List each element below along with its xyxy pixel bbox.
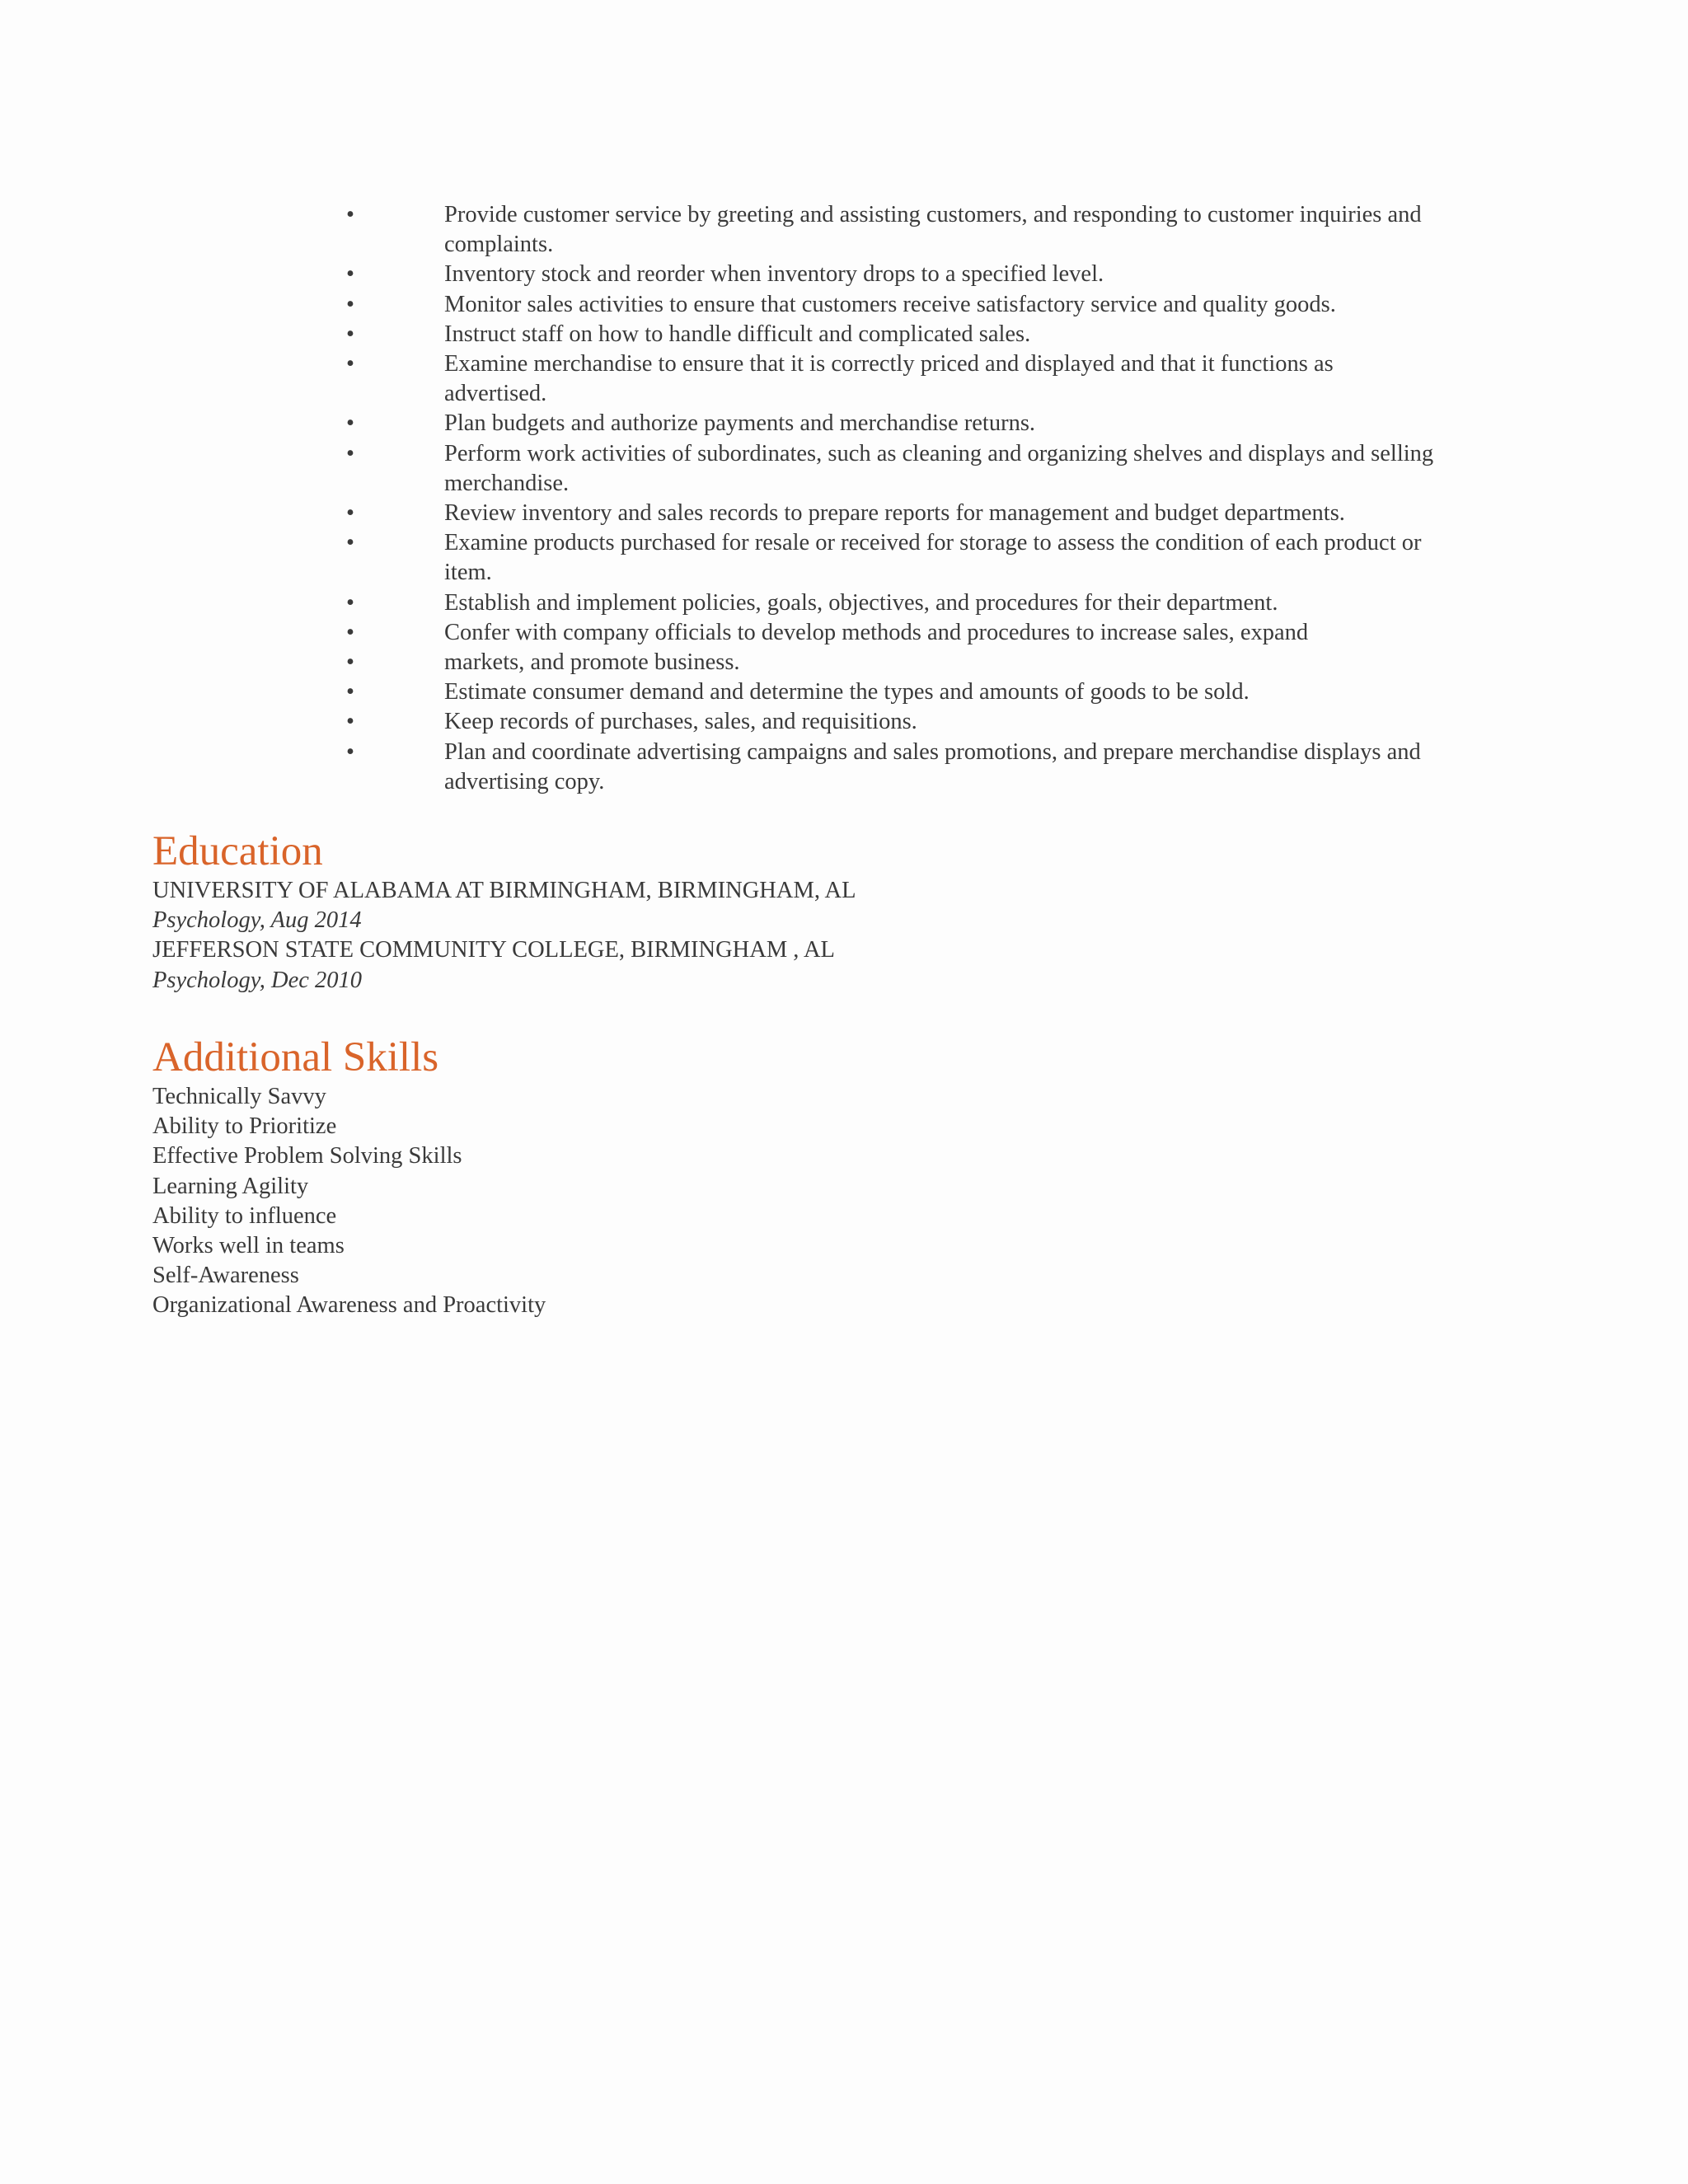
duty-text: Examine merchandise to ensure that it is correctly priced and displayed and that it functions as advertised. (444, 351, 1334, 407)
duty-item (330, 588, 1434, 618)
skills-section (152, 1033, 1306, 1321)
skill-item: Organizational Awareness and Proactivity (152, 1292, 546, 1319)
bullet-icon: • (346, 202, 354, 227)
bullet-icon: • (346, 440, 354, 466)
duty-text: Monitor sales activities to ensure that customers receive satisfactory service and quality goods. (444, 291, 1336, 317)
bullet-icon: • (346, 351, 354, 377)
bullet-icon: • (346, 738, 354, 765)
duty-item (330, 439, 1434, 499)
duty-item (330, 677, 1434, 707)
bullet-icon: • (346, 500, 354, 527)
school-name: JEFFERSON STATE COMMUNITY COLLEGE, BIRMINGHAM , AL (152, 937, 835, 963)
school-name: UNIVERSITY OF ALABAMA AT BIRMINGHAM, BIRMINGHAM, AL (152, 878, 856, 903)
duty-item (330, 200, 1434, 260)
education-section (152, 827, 1306, 996)
duty-text: Inventory stock and reorder when inventory drops to a specified level. (444, 261, 1104, 288)
duty-item (330, 738, 1434, 797)
skill-item: Ability to influence (152, 1202, 337, 1229)
duty-text: Examine products purchased for resale or received for storage to assess the condition of each product or item. (444, 530, 1422, 586)
duty-text: markets, and promote business. (444, 649, 740, 676)
bullet-icon: • (346, 321, 354, 347)
duty-item (330, 528, 1434, 588)
degree-detail: Psychology, Aug 2014 (152, 907, 362, 934)
skill-item: Self-Awareness (152, 1263, 299, 1289)
duty-text: Perform work activities of subordinates, such as cleaning and organizing shelves and displays and selling merchandise. (444, 440, 1434, 496)
skill-item: Works well in teams (152, 1233, 345, 1259)
bullet-icon: • (346, 530, 354, 556)
bullet-icon: • (346, 589, 354, 616)
duty-text: Plan budgets and authorize payments and merchandise returns. (444, 410, 1036, 437)
duty-text: Plan and coordinate advertising campaigns and sales promotions, and prepare merchandise displays and advertising copy. (444, 738, 1421, 794)
duty-text: Estimate consumer demand and determine the types and amounts of goods to be sold. (444, 679, 1250, 705)
duty-item (330, 707, 1434, 737)
duty-item (330, 260, 1434, 289)
skills-heading: Additional Skills (152, 1034, 439, 1080)
duty-text: Review inventory and sales records to prepare reports for management and budget departments. (444, 500, 1345, 527)
bullet-icon: • (346, 679, 354, 705)
duty-text: Provide customer service by greeting and assisting customers, and responding to customer inquiries and complaints. (444, 202, 1422, 258)
skill-item: Technically Savvy (152, 1084, 326, 1109)
duty-item (330, 290, 1434, 320)
duty-text: Keep records of purchases, sales, and requisitions. (444, 709, 917, 735)
bullet-icon: • (346, 619, 354, 645)
skill-item: Learning Agility (152, 1173, 309, 1199)
skill-item: Effective Problem Solving Skills (152, 1143, 462, 1169)
bullet-icon: • (346, 709, 354, 735)
duty-item (330, 349, 1434, 409)
education-heading: Education (152, 828, 323, 874)
duties-list (330, 200, 1434, 797)
bullet-icon: • (346, 410, 354, 437)
duty-item (330, 409, 1434, 438)
duty-item (330, 648, 1434, 677)
bullet-icon: • (346, 291, 354, 317)
duty-item (330, 618, 1434, 648)
degree-detail: Psychology, Dec 2010 (152, 967, 363, 993)
duty-text: Confer with company officials to develop methods and procedures to increase sales, expand (444, 619, 1309, 645)
bullet-icon: • (346, 261, 354, 288)
duty-text: Instruct staff on how to handle difficult and complicated sales. (444, 321, 1031, 347)
duty-item (330, 499, 1434, 528)
bullet-icon: • (346, 649, 354, 676)
duty-text: Establish and implement policies, goals, objectives, and procedures for their department. (444, 589, 1278, 616)
duty-item (330, 320, 1434, 349)
skill-item: Ability to Prioritize (152, 1113, 337, 1140)
